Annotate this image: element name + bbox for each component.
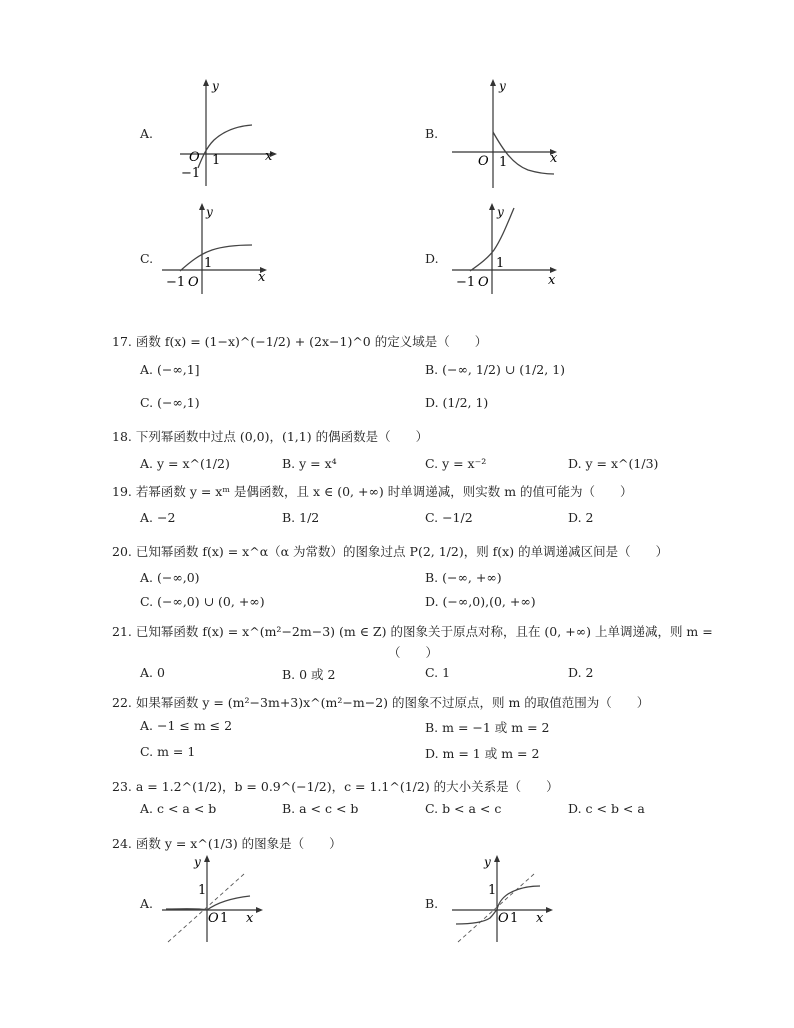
svg-text:y: y (194, 855, 201, 869)
q18-option-c: C. y = x⁻² (425, 456, 487, 471)
q18-option-a: A. y = x^(1/2) (140, 456, 230, 471)
svg-text:1: 1 (488, 883, 497, 898)
graph-a (170, 78, 285, 188)
q18-option-b: B. y = x⁴ (282, 456, 337, 471)
svg-text:1: 1 (212, 153, 221, 168)
q20-option-c: C. (−∞,0) ∪ (0, +∞) (140, 594, 265, 609)
svg-text:1: 1 (198, 883, 207, 898)
q22-option-a: A. −1 ≤ m ≤ 2 (140, 718, 233, 733)
q24-option-a-label: A. (140, 896, 154, 911)
svg-text:O: O (189, 150, 200, 165)
q24-stem: 24. 函数 y = x^(1/3) 的图象是（ ） (112, 836, 342, 851)
svg-text:y: y (484, 855, 491, 869)
q21-option-d: D. 2 (568, 665, 594, 680)
q20-option-a: A. (−∞,0) (140, 570, 200, 585)
svg-text:1: 1 (220, 911, 229, 926)
q22-option-b: B. m = −1 或 m = 2 (425, 720, 550, 735)
q20-option-d: D. (−∞,0),(0, +∞) (425, 594, 536, 609)
svg-text:y: y (499, 79, 506, 93)
svg-text:x: x (548, 273, 556, 288)
q20-option-b: B. (−∞, +∞) (425, 570, 502, 585)
q17-option-a: A. (−∞,1] (140, 362, 200, 377)
y-label: y (212, 79, 219, 93)
svg-text:O: O (478, 154, 489, 169)
q21-option-a: A. 0 (140, 665, 165, 680)
q19-option-c: C. −1/2 (425, 510, 473, 525)
q19-option-d: D. 2 (568, 510, 594, 525)
svg-text:1: 1 (510, 911, 519, 926)
q24-graph-a (160, 852, 270, 944)
graph-c (160, 200, 275, 295)
q22-option-d: D. m = 1 或 m = 2 (425, 746, 540, 761)
graph-d (450, 200, 565, 295)
q20-stem: 20. 已知幂函数 f(x) = x^α（α 为常数）的图象过点 P(2, 1/2)，则 f(x) 的单调递减区间是（ ） (112, 544, 669, 559)
q23-option-c: C. b < a < c (425, 801, 502, 816)
option-d-label: D. (425, 251, 439, 266)
q17-option-d: D. (1/2, 1) (425, 395, 489, 410)
svg-text:−1: −1 (456, 275, 476, 290)
q18-stem: 18. 下列幂函数中过点 (0,0)，(1,1) 的偶函数是（ ） (112, 429, 429, 444)
option-b-label: B. (425, 126, 439, 141)
q23-option-d: D. c < b < a (568, 801, 645, 816)
svg-text:x: x (265, 149, 273, 164)
q19-stem: 19. 若幂函数 y = xᵐ 是偶函数，且 x ∈ (0, +∞) 时单调递减，则实数 m 的值可能为（ ） (112, 484, 633, 499)
q23-stem: 23. a = 1.2^(1/2)，b = 0.9^(−1/2)，c = 1.1^(1/2) 的大小关系是（ ） (112, 779, 559, 794)
svg-text:x: x (258, 270, 266, 285)
svg-text:1: 1 (496, 256, 505, 271)
svg-text:1: 1 (204, 256, 213, 271)
svg-text:O: O (498, 911, 509, 926)
q17-option-c: C. (−∞,1) (140, 395, 200, 410)
q24-graph-b (450, 852, 560, 944)
q21-option-c: C. 1 (425, 665, 451, 680)
svg-text:x: x (536, 911, 544, 926)
q17-stem: 17. 函数 f(x) = (1−x)^(−1/2) + (2x−1)^0 的定义域是（ ） (112, 334, 488, 349)
svg-text:O: O (188, 275, 199, 290)
graph-b (450, 78, 565, 188)
q21-option-b: B. 0 或 2 (282, 667, 336, 682)
svg-text:x: x (246, 911, 254, 926)
q23-option-a: A. c < a < b (140, 801, 217, 816)
q21-stem: 21. 已知幂函数 f(x) = x^(m²−2m−3) (m ∈ Z) 的图象关于原点对称，且在 (0, +∞) 上单调递减，则 m = (112, 624, 713, 639)
q17-option-b: B. (−∞, 1/2) ∪ (1/2, 1) (425, 362, 566, 377)
q19-option-b: B. 1/2 (282, 510, 320, 525)
q19-option-a: A. −2 (140, 510, 176, 525)
q18-option-d: D. y = x^(1/3) (568, 456, 659, 471)
svg-text:−1: −1 (181, 166, 201, 181)
option-c-label: C. (140, 251, 154, 266)
q24-option-b-label: B. (425, 896, 439, 911)
svg-text:1: 1 (499, 155, 508, 170)
svg-text:O: O (478, 275, 489, 290)
svg-text:O: O (208, 911, 219, 926)
svg-text:y: y (497, 205, 504, 219)
option-a-label: A. (140, 126, 154, 141)
q23-option-b: B. a < c < b (282, 801, 359, 816)
svg-text:x: x (550, 151, 558, 166)
q21-answer-paren: （ ） (388, 645, 439, 660)
svg-text:y: y (206, 205, 213, 219)
svg-text:−1: −1 (166, 275, 186, 290)
q22-option-c: C. m = 1 (140, 744, 196, 759)
q22-stem: 22. 如果幂函数 y = (m²−3m+3)x^(m²−m−2) 的图象不过原点，则 m 的取值范围为（ ） (112, 695, 650, 710)
